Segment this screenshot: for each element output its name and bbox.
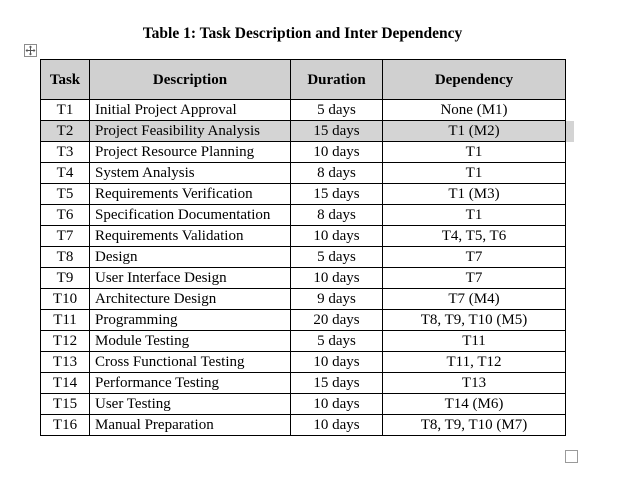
cell-task: T14: [41, 373, 90, 394]
cell-dependency: T8, T9, T10 (M5): [383, 310, 566, 331]
cell-dependency: T7: [383, 247, 566, 268]
table-row: [41, 310, 566, 331]
cell-task: T15: [41, 394, 90, 415]
cell-task: T16: [41, 415, 90, 436]
cell-duration: 8 days: [291, 163, 383, 184]
cell-duration: 5 days: [291, 247, 383, 268]
cell-dependency: T1 (M2): [383, 121, 566, 142]
table-row: [41, 226, 566, 247]
cell-duration: 10 days: [291, 142, 383, 163]
cell-dependency: T14 (M6): [383, 394, 566, 415]
cell-description: Cross Functional Testing: [90, 352, 291, 373]
table-row: [41, 205, 566, 226]
cell-task: T10: [41, 289, 90, 310]
table-row: [41, 289, 566, 310]
cell-duration: 15 days: [291, 121, 383, 142]
cell-dependency: T11: [383, 331, 566, 352]
table-row: [41, 268, 566, 289]
cell-dependency: T4, T5, T6: [383, 226, 566, 247]
cell-task: T7: [41, 226, 90, 247]
column-header-task: Task: [41, 60, 90, 100]
table-row: [41, 373, 566, 394]
cell-task: T9: [41, 268, 90, 289]
cell-description: Programming: [90, 310, 291, 331]
cell-task: T12: [41, 331, 90, 352]
table-body: [41, 100, 566, 436]
cell-duration: 10 days: [291, 415, 383, 436]
table-row: [41, 184, 566, 205]
column-header-dependency: Dependency: [383, 60, 566, 100]
cell-description: System Analysis: [90, 163, 291, 184]
cell-description: User Interface Design: [90, 268, 291, 289]
table-row: [41, 394, 566, 415]
cell-description: Project Resource Planning: [90, 142, 291, 163]
cell-duration: 10 days: [291, 226, 383, 247]
cell-description: Architecture Design: [90, 289, 291, 310]
cell-dependency: T1: [383, 205, 566, 226]
cell-description: Requirements Verification: [90, 184, 291, 205]
cell-description: Project Feasibility Analysis: [90, 121, 291, 142]
cell-dependency: T7: [383, 268, 566, 289]
cell-dependency: T8, T9, T10 (M7): [383, 415, 566, 436]
cell-dependency: T7 (M4): [383, 289, 566, 310]
cell-description: Initial Project Approval: [90, 100, 291, 121]
cell-duration: 20 days: [291, 310, 383, 331]
cell-task: T11: [41, 310, 90, 331]
move-arrows-icon[interactable]: [24, 44, 37, 57]
task-table: [40, 59, 566, 436]
cell-duration: 15 days: [291, 373, 383, 394]
cell-dependency: None (M1): [383, 100, 566, 121]
table-row: [41, 142, 566, 163]
cell-dependency: T1 (M3): [383, 184, 566, 205]
cell-task: T2: [41, 121, 90, 142]
cell-description: Design: [90, 247, 291, 268]
cell-task: T13: [41, 352, 90, 373]
cell-duration: 5 days: [291, 331, 383, 352]
table-row: [41, 331, 566, 352]
cell-dependency: T11, T12: [383, 352, 566, 373]
cell-duration: 10 days: [291, 268, 383, 289]
cell-description: User Testing: [90, 394, 291, 415]
table-row: [41, 163, 566, 184]
table-row: [41, 352, 566, 373]
cell-duration: 8 days: [291, 205, 383, 226]
cell-task: T3: [41, 142, 90, 163]
cell-description: Performance Testing: [90, 373, 291, 394]
resize-square-icon[interactable]: [565, 450, 578, 463]
column-header-description: Description: [90, 60, 291, 100]
column-header-duration: Duration: [291, 60, 383, 100]
cell-duration: 9 days: [291, 289, 383, 310]
table-row: [41, 415, 566, 436]
table-row: [41, 247, 566, 268]
cell-task: T6: [41, 205, 90, 226]
table-row: [41, 121, 566, 142]
table-caption: Table 1: Task Description and Inter Dependency: [142, 25, 463, 42]
cell-duration: 15 days: [291, 184, 383, 205]
cell-description: Manual Preparation: [90, 415, 291, 436]
cell-description: Module Testing: [90, 331, 291, 352]
cell-duration: 10 days: [291, 352, 383, 373]
cell-task: T1: [41, 100, 90, 121]
table-header-row: [41, 60, 566, 100]
cell-duration: 5 days: [291, 100, 383, 121]
cell-description: Specification Documentation: [90, 205, 291, 226]
cell-description: Requirements Validation: [90, 226, 291, 247]
cell-dependency: T1: [383, 142, 566, 163]
cell-dependency: T1: [383, 163, 566, 184]
cell-task: T4: [41, 163, 90, 184]
cell-task: T8: [41, 247, 90, 268]
table-row: [41, 100, 566, 121]
cell-task: T5: [41, 184, 90, 205]
cell-duration: 10 days: [291, 394, 383, 415]
cell-dependency: T13: [383, 373, 566, 394]
